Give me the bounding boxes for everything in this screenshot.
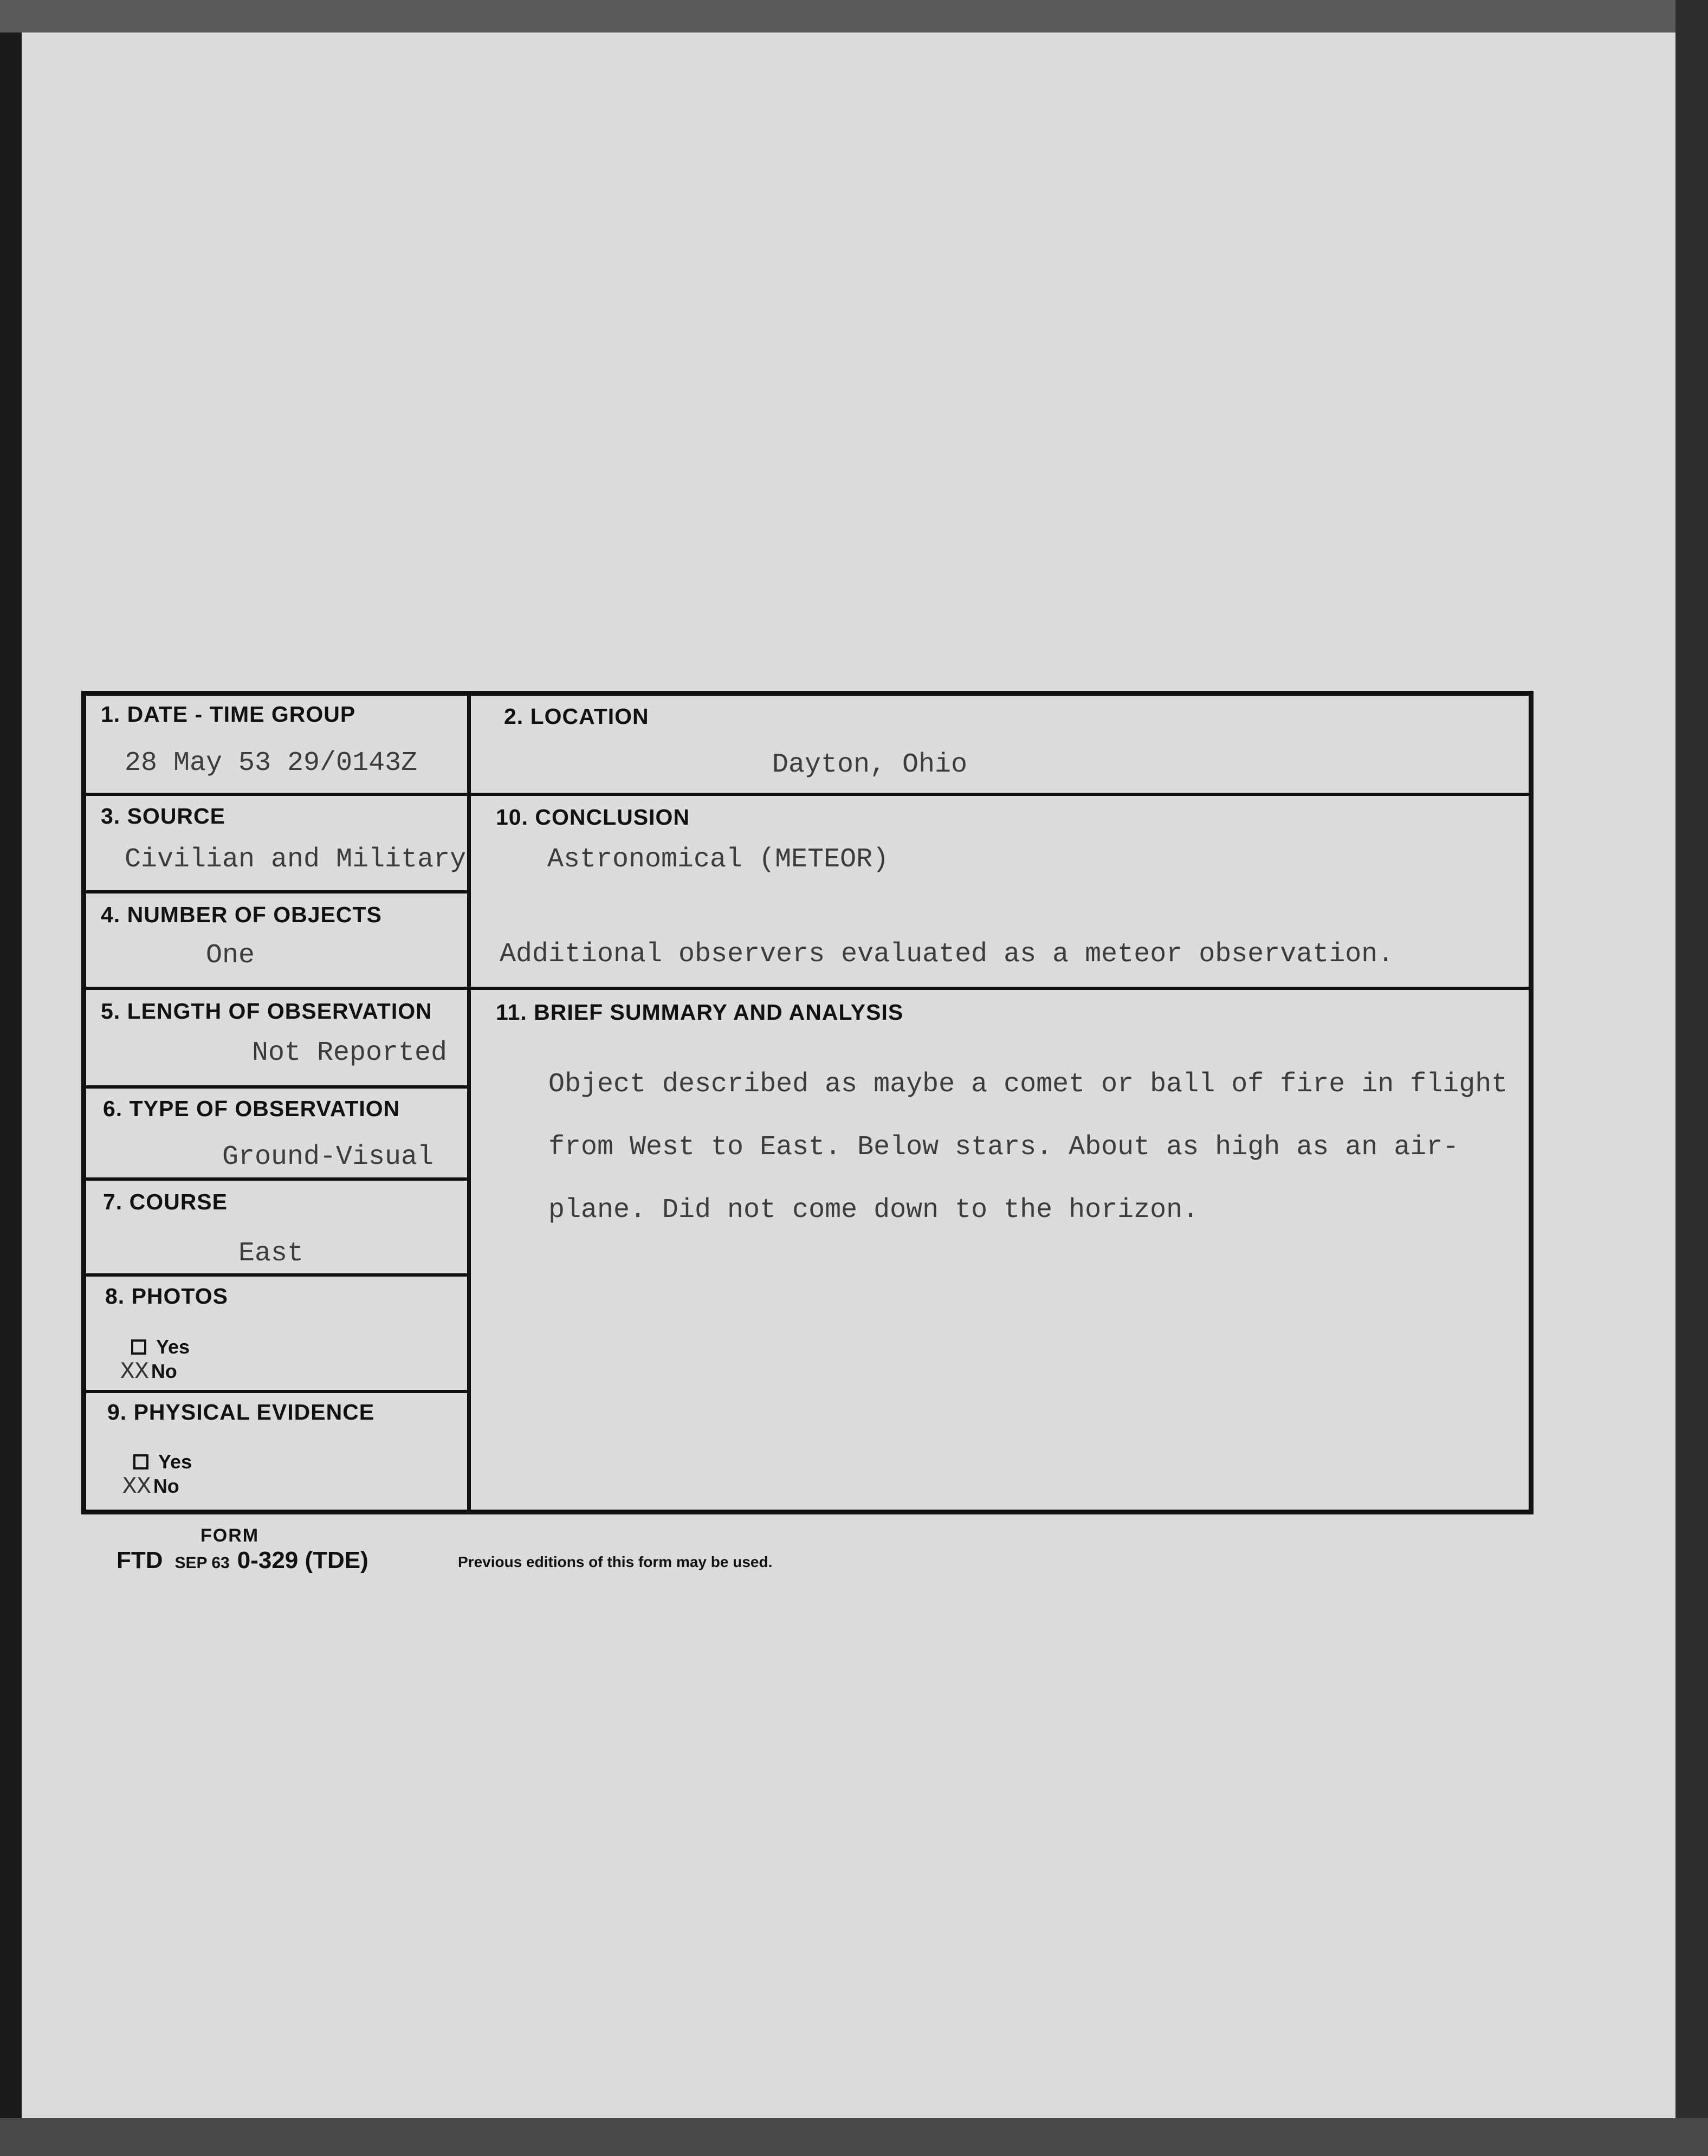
physical-evidence-yes-option [133,1451,192,1473]
type-of-observation-value: Ground-Visual [222,1142,434,1173]
row-divider [81,1085,469,1089]
photos-no-option [120,1358,177,1385]
physical-evidence-label: 9. PHYSICAL EVIDENCE [107,1400,375,1425]
type-of-observation-label: 6. TYPE OF OBSERVATION [103,1096,400,1121]
number-of-objects-value: One [206,940,255,971]
row-divider [81,890,469,894]
footer-ftd: FTD [117,1547,163,1574]
location-label: 2. LOCATION [504,704,649,729]
physical-evidence-no-option [122,1473,179,1500]
photos-label: 8. PHOTOS [105,1284,228,1309]
summary-line: from West to East. Below stars. About as high as an air- [548,1132,1459,1163]
summary-text [548,1038,1540,1258]
scan-edge-top [0,0,1708,33]
conclusion-label: 10. CONCLUSION [496,805,690,830]
course-label: 7. COURSE [103,1189,228,1214]
row-divider [467,987,1534,990]
physical-evidence-no-mark: XX [122,1473,151,1500]
summary-label: 11. BRIEF SUMMARY AND ANALYSIS [496,1000,904,1025]
length-of-observation-value: Not Reported [252,1038,448,1069]
location-value: Dayton, Ohio [772,749,968,780]
photos-yes-option [131,1336,190,1358]
conclusion-value: Astronomical (METEOR) [547,844,889,875]
conclusion-note: Additional observers evaluated as a meteor observation. [500,939,1394,970]
footer-form-word: FORM [200,1525,260,1546]
row-divider [467,793,1534,796]
row-divider [81,1177,469,1181]
summary-line: Object described as maybe a comet or ball of fire in flight [548,1069,1508,1100]
footer-note: Previous editions of this form may be used. [458,1553,773,1570]
source-label: 3. SOURCE [101,804,225,828]
length-of-observation-label: 5. LENGTH OF OBSERVATION [101,999,432,1024]
photos-no-mark: XX [120,1358,149,1385]
source-value: Civilian and Military [125,844,467,875]
row-divider [81,1390,469,1393]
row-divider [81,1273,469,1277]
photos-yes-checkbox [131,1339,146,1355]
row-divider [81,987,469,990]
physical-evidence-yes-checkbox [133,1454,148,1469]
photos-yes-label: Yes [156,1336,190,1358]
footer-form-id [117,1547,368,1574]
row-divider [81,793,469,796]
summary-line: plane. Did not come down to the horizon. [548,1195,1199,1226]
physical-evidence-no-label: No [153,1475,179,1497]
scan-edge-right [1675,0,1708,2156]
course-value: East [238,1238,304,1269]
date-time-value: 28 May 53 29/0143Z [125,748,418,779]
physical-evidence-yes-label: Yes [158,1451,192,1473]
photos-no-label: No [151,1360,177,1382]
date-time-label: 1. DATE - TIME GROUP [101,702,356,727]
scan-edge-bottom [0,2118,1708,2156]
project-record-form [81,691,1534,1514]
footer-date: SEP 63 [174,1554,230,1572]
number-of-objects-label: 4. NUMBER OF OBJECTS [101,902,382,927]
footer-number: 0-329 (TDE) [237,1547,368,1574]
